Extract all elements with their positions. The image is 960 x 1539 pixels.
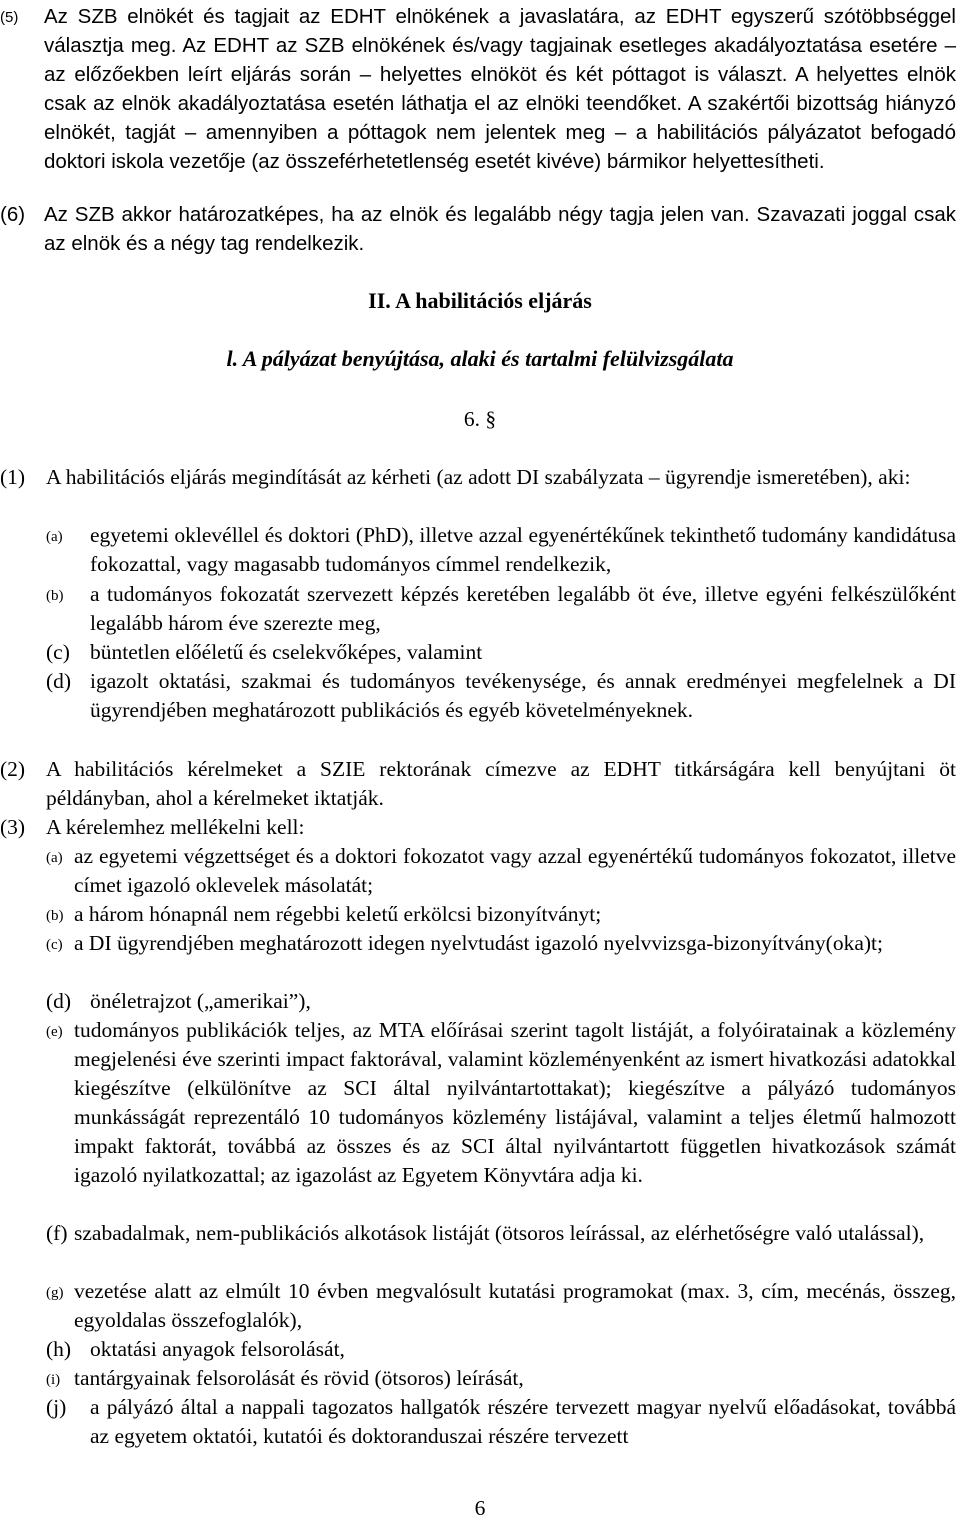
item-text: büntetlen előéletű és cselekvőképes, valamint <box>90 640 483 664</box>
section-number: (3) <box>0 815 26 839</box>
item-label: (c) <box>46 640 70 664</box>
item-label: (b) <box>46 588 64 604</box>
list-item <box>46 1016 956 1190</box>
article-number: 6. § <box>463 407 497 431</box>
item-label: (d) <box>46 989 72 1013</box>
item-label: (d) <box>46 669 72 693</box>
item-label: (c) <box>46 937 63 953</box>
list-item <box>46 900 956 929</box>
item-label: (h) <box>46 1337 72 1361</box>
list-item <box>46 521 956 579</box>
list-item <box>46 667 956 725</box>
item-text: egyetemi oklevéllel és doktori (PhD), illetve azzal egyenértékűnek tekinthető tudomány kandidátusa fokozattal, vagy magasabb tudományos címmel rendelkezik, <box>90 523 956 576</box>
paragraph-6 <box>0 200 956 258</box>
paragraph-text: Az SZB akkor határozatképes, ha az elnök és legalább négy tagja jelen van. Szavazati joggal csak az elnök és a négy tag rendelkezik. <box>44 203 956 255</box>
item-label: (f) <box>46 1221 68 1245</box>
paragraph-text: Az SZB elnökét és tagjait az EDHT elnökének a javaslatára, az EDHT egyszerű szótöbbséggel választja meg. Az EDHT az SZB elnökének és/vagy tagjainak esetleges akadályoztatása esetére – az előzőekben leírt eljárás során – helyettes elnököt és két póttagot is választ. A helyettes elnök csak az elnök akadályoztatása esetén láthatja el az elnöki teendőket. A szakértői bizottság hiányzó elnökét, tagját – amennyiben a póttagok nem jelentek meg – a habilitációs pályázatot befogadó doktori iskola vezetője (az összeférhetetlenség esetét kivéve) bármikor helyettesítheti. <box>44 5 956 173</box>
paragraph-number: (6) <box>0 203 26 226</box>
paragraph-number: (5) <box>0 9 19 26</box>
item-text: önéletrajzot („amerikai”), <box>90 989 311 1013</box>
section-text: A habilitációs kérelmeket a SZIE rektorának címezve az EDHT titkárságára kell benyújtani öt példányban, ahol a kérelmeket iktatják. <box>46 757 956 810</box>
item-text: a DI ügyrendjében meghatározott idegen nyelvtudást igazoló nyelvvizsga-bizonyítvány(oka)t; <box>74 931 883 955</box>
item-label: (j) <box>46 1395 67 1419</box>
section-text: A habilitációs eljárás megindítását az kérheti (az adott DI szabályzata – ügyrendje ismeretében), aki: <box>46 465 911 489</box>
list-item <box>46 1335 956 1364</box>
item-text: a tudományos fokozatát szervezett képzés keretében legalább öt éve, illetve egyéni felkészülőként legalább három éve szerezte meg, <box>90 582 956 635</box>
list-item <box>46 1219 956 1248</box>
section-number: (2) <box>0 757 26 781</box>
item-text: a pályázó által a nappali tagozatos hallgatók részére tervezett magyar nyelvű előadásokat, továbbá az egyetem oktatói, kutatói és doktoranduszai részére tervezett <box>90 1395 956 1448</box>
item-label: (a) <box>46 529 63 545</box>
item-text: vezetése alatt az elmúlt 10 évben megvalósult kutatási programokat (max. 3, cím, mecénás, összeg, egyoldalas összefoglalók), <box>74 1279 956 1332</box>
item-label: (e) <box>46 1024 63 1040</box>
section-3 <box>0 813 956 842</box>
list-item <box>46 929 956 958</box>
section-2 <box>0 755 956 813</box>
item-label: (b) <box>46 908 64 924</box>
item-label: (a) <box>46 850 63 866</box>
list-item <box>46 1364 956 1393</box>
page-number: 6 <box>474 1496 486 1520</box>
item-label: (g) <box>46 1285 64 1301</box>
item-text: az egyetemi végzettséget és a doktori fokozatot vagy azzal egyenértékű tudományos fokozatot, illetve címet igazoló oklevelek másolatát; <box>74 844 956 897</box>
item-text: tudományos publikációk teljes, az MTA előírásai szerint tagolt listáját, a folyóiratainak a közlemény megjelenési éve szerinti impact faktorával, valamint közleményenként az ismert hivatkozási adatokkal kiegészítve (elkülönítve az SCI által nyilvántartottakat); kiegészítve a pályázó tudományos munkásságát reprezentáló 10 tudományos közlemény listájával, valamint a teljes életmű halmozott impakt faktorát, továbbá az összes és az SCI által nyilvántartott független hivatkozások számát igazoló nyilatkozattal; az igazolást az Egyetem Könyvtára adja ki. <box>74 1018 956 1187</box>
subsection-title: l. A pályázat benyújtása, alaki és tartalmi felülvizsgálata <box>226 346 734 371</box>
list-item <box>46 638 956 667</box>
item-text: igazolt oktatási, szakmai és tudományos tevékenysége, és annak eredményei megfelelnek a DI ügyrendjében meghatározott publikációs és egyéb követelményeknek. <box>90 669 956 722</box>
item-label: (i) <box>46 1372 61 1388</box>
section-1 <box>0 463 956 492</box>
item-text: oktatási anyagok felsorolását, <box>90 1337 345 1361</box>
list-item <box>46 580 956 638</box>
item-text: tantárgyainak felsorolását és rövid (ötsoros) leírását, <box>74 1366 524 1390</box>
paragraph-5 <box>0 2 956 176</box>
list-item <box>46 1277 956 1335</box>
section-text: A kérelemhez mellékelni kell: <box>46 815 305 839</box>
list-item <box>46 1393 956 1451</box>
list-item <box>46 842 956 900</box>
list-item <box>46 987 956 1016</box>
item-text: szabadalmak, nem-publikációs alkotások listáját (ötsoros leírással, az elérhetőségre való utalással), <box>74 1221 925 1245</box>
item-text: a három hónapnál nem régebbi keletű erkölcsi bizonyítványt; <box>74 902 602 926</box>
section-number: (1) <box>0 465 26 489</box>
section-title: II. A habilitációs eljárás <box>368 288 592 313</box>
